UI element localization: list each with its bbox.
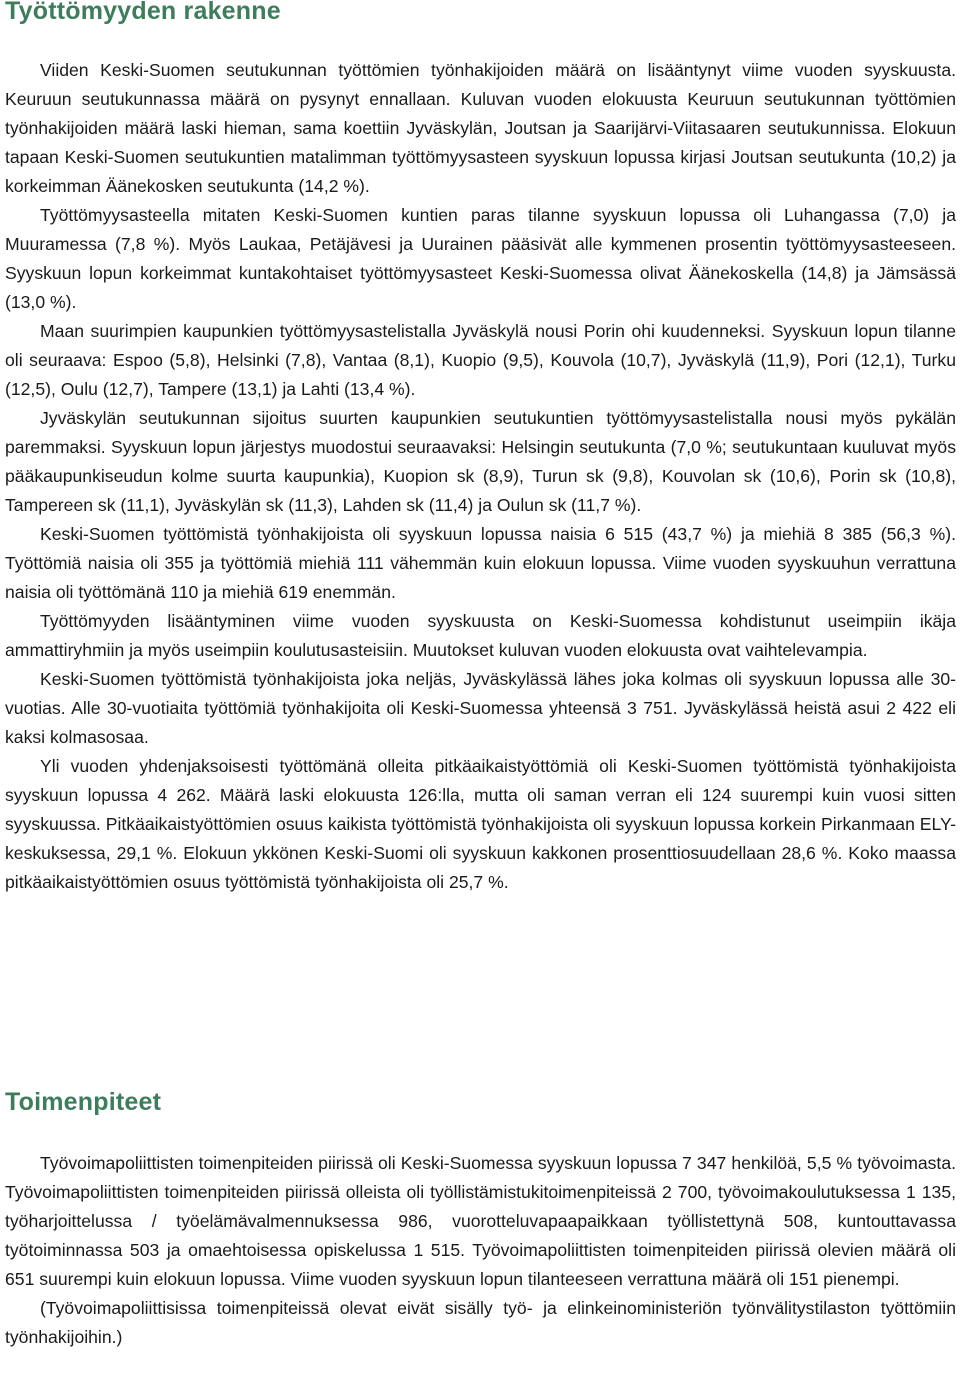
paragraph: Työttömyyden lisääntyminen viime vuoden syyskuusta on Keski-Suomessa kohdistunut useimpiin ikäja ammattiryhmiin ja myös useimpiin koulutusasteisiin. Muutokset kuluvan vuoden elokuusta ovat vaihtelevampia. xyxy=(5,611,956,660)
section-body-measures xyxy=(5,1149,956,1352)
paragraph: Viiden Keski-Suomen seutukunnan työttömien työnhakijoiden määrä on lisääntynyt viime vuoden syyskuusta. Keuruun seutukunnassa määrä on pysynyt ennallaan. Kuluvan vuoden elokuusta Keuruun seutukunnan työttömien työnhakijoiden määrä laski hieman, sama koettiin Jyväskylän, Joutsan ja Saarijärvi-Viitasaaren seutukunnissa. Elokuun tapaan Keski-Suomen seutukuntien matalimman työttömyysasteen syyskuun lopussa kirjasi Joutsan seutukunta (10,2) ja korkeimman Äänekosken seutukunta (14,2 %). xyxy=(5,60,956,196)
paragraph: Maan suurimpien kaupunkien työttömyysastelistalla Jyväskylä nousi Porin ohi kuudenneksi. Syyskuun lopun tilanne oli seuraava: Espoo (5,8), Helsinki (7,8), Vantaa (8,1), Kuopio (9,5), Kouvola (10,7), Jyväskylä (11,9), Pori (12,1), Turku (12,5), Oulu (12,7), Tampere (13,1) ja Lahti (13,4 %). xyxy=(5,321,956,399)
paragraph: Yli vuoden yhdenjaksoisesti työttömänä olleita pitkäaikaistyöttömiä oli Keski-Suomen työttömistä työnhakijoista syyskuun lopussa 4 262. Määrä laski elokuusta 126:lla, mutta oli saman verran eli 124 suurempi kuin vuosi sitten syyskuussa. Pitkäaikaistyöttömien osuus kaikista työttömistä työnhakijoista oli syyskuun lopussa korkein Pirkanmaan ELY-keskuksessa, 29,1 %. Elokuun ykkönen Keski-Suomi oli syyskuun kakkonen prosenttiosuudellaan 28,6 %. Koko maassa pitkäaikaistyöttömien osuus työttömistä työnhakijoista oli 25,7 %. xyxy=(5,756,956,892)
section-body-unemployment-structure xyxy=(5,56,956,897)
paragraph: Työvoimapoliittisten toimenpiteiden piirissä oli Keski-Suomessa syyskuun lopussa 7 347 henkilöä, 5,5 % työvoimasta. Työvoimapoliittisten toimenpiteiden piirissä olleista oli työllistämistukitoimenpiteissä 2 700, työvoimakoulutuksessa 1 135, työharjoittelussa / työelämävalmennuksessa 986, vuorotteluvapaapaikkaan työllistettynä 508, kuntouttavassa työtoiminnassa 503 ja omaehtoisessa opiskelussa 1 515. Työvoimapoliittisten toimenpiteiden piirissä olevien määrä oli 651 suurempi kuin elokuun lopussa. Viime vuoden syyskuun lopun tilanteeseen verrattuna määrä oli 151 pienempi. xyxy=(5,1153,956,1289)
paragraph: Keski-Suomen työttömistä työnhakijoista joka neljäs, Jyväskylässä lähes joka kolmas oli syyskuun lopussa alle 30-vuotias. Alle 30-vuotiaita työttömiä työnhakijoita oli Keski-Suomessa yhteensä 3 751. Jyväskylässä heistä asui 2 422 eli kaksi kolmasosaa. xyxy=(5,669,956,747)
paragraph: Jyväskylän seutukunnan sijoitus suurten kaupunkien seutukuntien työttömyysastelistalla nousi myös pykälän paremmaksi. Syyskuun lopun järjestys muodostui seuraavaksi: Helsingin seutukunta (7,0 %; seutukuntaan kuuluvat myös pääkaupunkiseudun kolme suurta kaupunkia), Kuopion sk (8,9), Turun sk (9,8), Kouvolan sk (10,6), Porin sk (10,8), Tampereen sk (11,1), Jyväskylän sk (11,3), Lahden sk (11,4) ja Oulun sk (11,7 %). xyxy=(5,408,956,515)
paragraph: (Työvoimapoliittisissa toimenpiteissä olevat eivät sisälly työ- ja elinkeinoministeriön työnvälitystilaston työttömiin työnhakijoihin.) xyxy=(5,1298,956,1347)
paragraph: Keski-Suomen työttömistä työnhakijoista oli syyskuun lopussa naisia 6 515 (43,7 %) ja miehiä 8 385 (56,3 %). Työttömiä naisia oli 355 ja työttömiä miehiä 111 vähemmän kuin elokuun lopussa. Viime vuoden syyskuuhun verrattuna naisia oli työttömänä 110 ja miehiä 619 enemmän. xyxy=(5,524,956,602)
paragraph: Työttömyysasteella mitaten Keski-Suomen kuntien paras tilanne syyskuun lopussa oli Luhangassa (7,0) ja Muuramessa (7,8 %). Myös Laukaa, Petäjävesi ja Uurainen pääsivät alle kymmenen prosentin työttömyysasteeseen. Syyskuun lopun korkeimmat kuntakohtaiset työttömyysasteet Keski-Suomessa olivat Äänekoskella (14,8) ja Jämsässä (13,0 %). xyxy=(5,205,956,312)
section-heading-measures: Toimenpiteet xyxy=(5,1088,162,1116)
section-heading-unemployment-structure: Työttömyyden rakenne xyxy=(5,0,281,25)
